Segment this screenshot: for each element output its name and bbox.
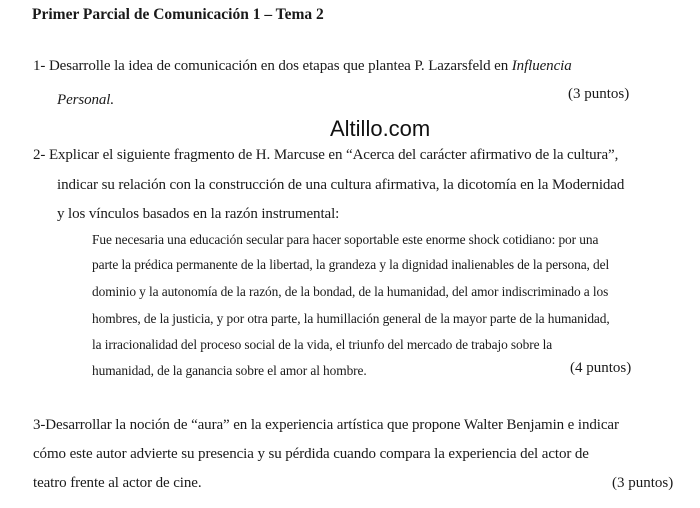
question-2-points: (4 puntos) [570, 360, 632, 376]
question-2-line-3: y los vínculos basados en la razón instrumental: [57, 206, 340, 222]
question-1-points: (3 puntos) [568, 86, 630, 102]
question-1-line-1 [33, 58, 572, 75]
question-3-line-2: cómo este autor advierte su presencia y su pérdida cuando compara la experiencia del actor de [33, 446, 589, 462]
quote-line-2: parte la prédica permanente de la libertad, la grandeza y la dignidad inalienables de la persona, del [92, 257, 610, 272]
question-1-line-2 [57, 92, 114, 109]
question-2-line-1: 2- Explicar el siguiente fragmento de H. Marcuse en “Acerca del carácter afirmativo de la cultura”, [33, 147, 619, 163]
page-title: Primer Parcial de Comunicación 1 – Tema 2 [32, 6, 324, 23]
quote-line-5: la irracionalidad del proceso social de la vida, el triunfo del mercado de trabajo sobre la [92, 337, 553, 352]
question-2-line-2: indicar su relación con la construcción de una cultura afirmativa, la dicotomía en la Modernidad [57, 177, 625, 193]
question-3-line-3: teatro frente al actor de cine. [33, 475, 202, 491]
quote-line-4: hombres, de la justicia, y por otra parte, la humillación general de la mayor parte de la humanidad, [92, 311, 610, 326]
question-1-book-title-cont: Personal. [57, 92, 115, 108]
watermark: Altillo.com [330, 116, 431, 141]
question-1-book-title: Influencia [511, 58, 572, 74]
question-1-text: 1- Desarrolle la idea de comunicación en dos etapas que plantea P. Lazarsfeld en [33, 58, 512, 74]
question-3-line-1: 3-Desarrollar la noción de “aura” en la experiencia artística que propone Walter Benjamin e indicar [33, 417, 619, 433]
quote-line-1: Fue necesaria una educación secular para hacer soportable este enorme shock cotidiano: por una [92, 232, 599, 247]
quote-line-6: humanidad, de la ganancia sobre el amor al hombre. [92, 363, 367, 378]
quote-line-3: dominio y la autonomía de la razón, de la bondad, de la humanidad, del amor indiscriminado a los [92, 284, 609, 299]
question-3-points: (3 puntos) [612, 475, 674, 491]
